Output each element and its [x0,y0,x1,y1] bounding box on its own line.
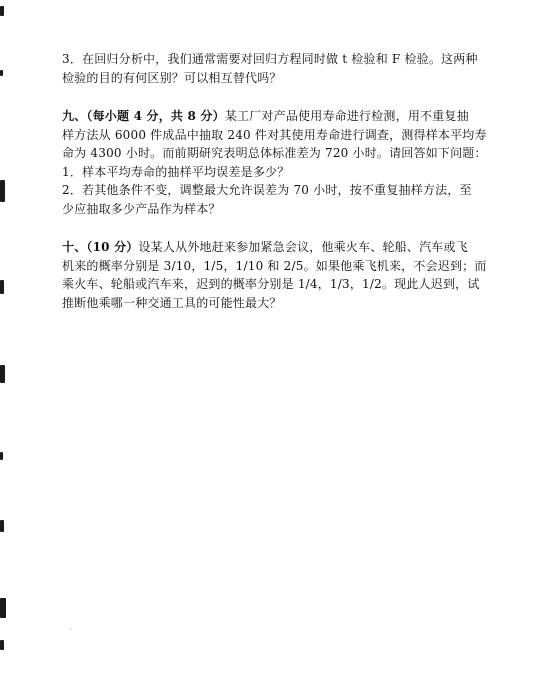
question-9-points: （每小题 4 分，共 8 分） [86,109,225,123]
question-10-number: 十、 [62,240,87,254]
question-9-sub-2: 2．若其他条件不变，调整最大允许误差为 70 小时，按不重复抽样方法，至 [62,183,472,197]
question-9-intro: 某工厂对产品使用寿命进行检测，用不重复抽 [224,109,469,123]
binding-edge-marks [0,0,10,700]
text-line: 样方法从 6000 件成品中抽取 240 件对其使用寿命进行调查，测得样本平均寿 [62,127,487,142]
text-line: 机来的概率分别是 3/10，1/5，1/10 和 2/5。如果他乘飞机来，不会迟到；而 [62,258,487,273]
question-10 [62,238,502,312]
text-line: 乘火车、轮船或汽车来，迟到的概率分别是 1/4，1/3，1/2。现此人迟到，试 [62,277,480,291]
question-9-first-line [62,107,502,126]
question-8-item-3 [62,50,502,87]
text-line: 推断他乘哪一种交通工具的可能性最大？ [62,295,282,310]
text-line: 命为 4300 小时。而前期研究表明总体标准差为 720 小时。请回答如下问题： [62,146,487,160]
question-9 [62,107,502,218]
text-line: 检验的目的有何区别？可以相互替代吗？ [62,70,282,85]
question-10-first-line [62,238,502,257]
scan-smudge [70,628,72,630]
question-10-points: （10 分） [86,240,139,254]
text-line: 3．在回归分析中，我们通常需要对回归方程同时做 t 检验和 F 检验。这两种 [62,52,478,66]
question-9-number: 九、 [62,109,87,123]
question-10-intro: 设某人从外地赶来参加紧急会议，他乘火车、轮船、汽车或飞 [138,240,468,254]
question-9-sub-1: 1．样本平均寿命的抽样平均误差是多少？ [62,164,290,179]
exam-content [62,50,502,332]
text-line: 少应抽取多少产品作为样本？ [62,201,221,216]
